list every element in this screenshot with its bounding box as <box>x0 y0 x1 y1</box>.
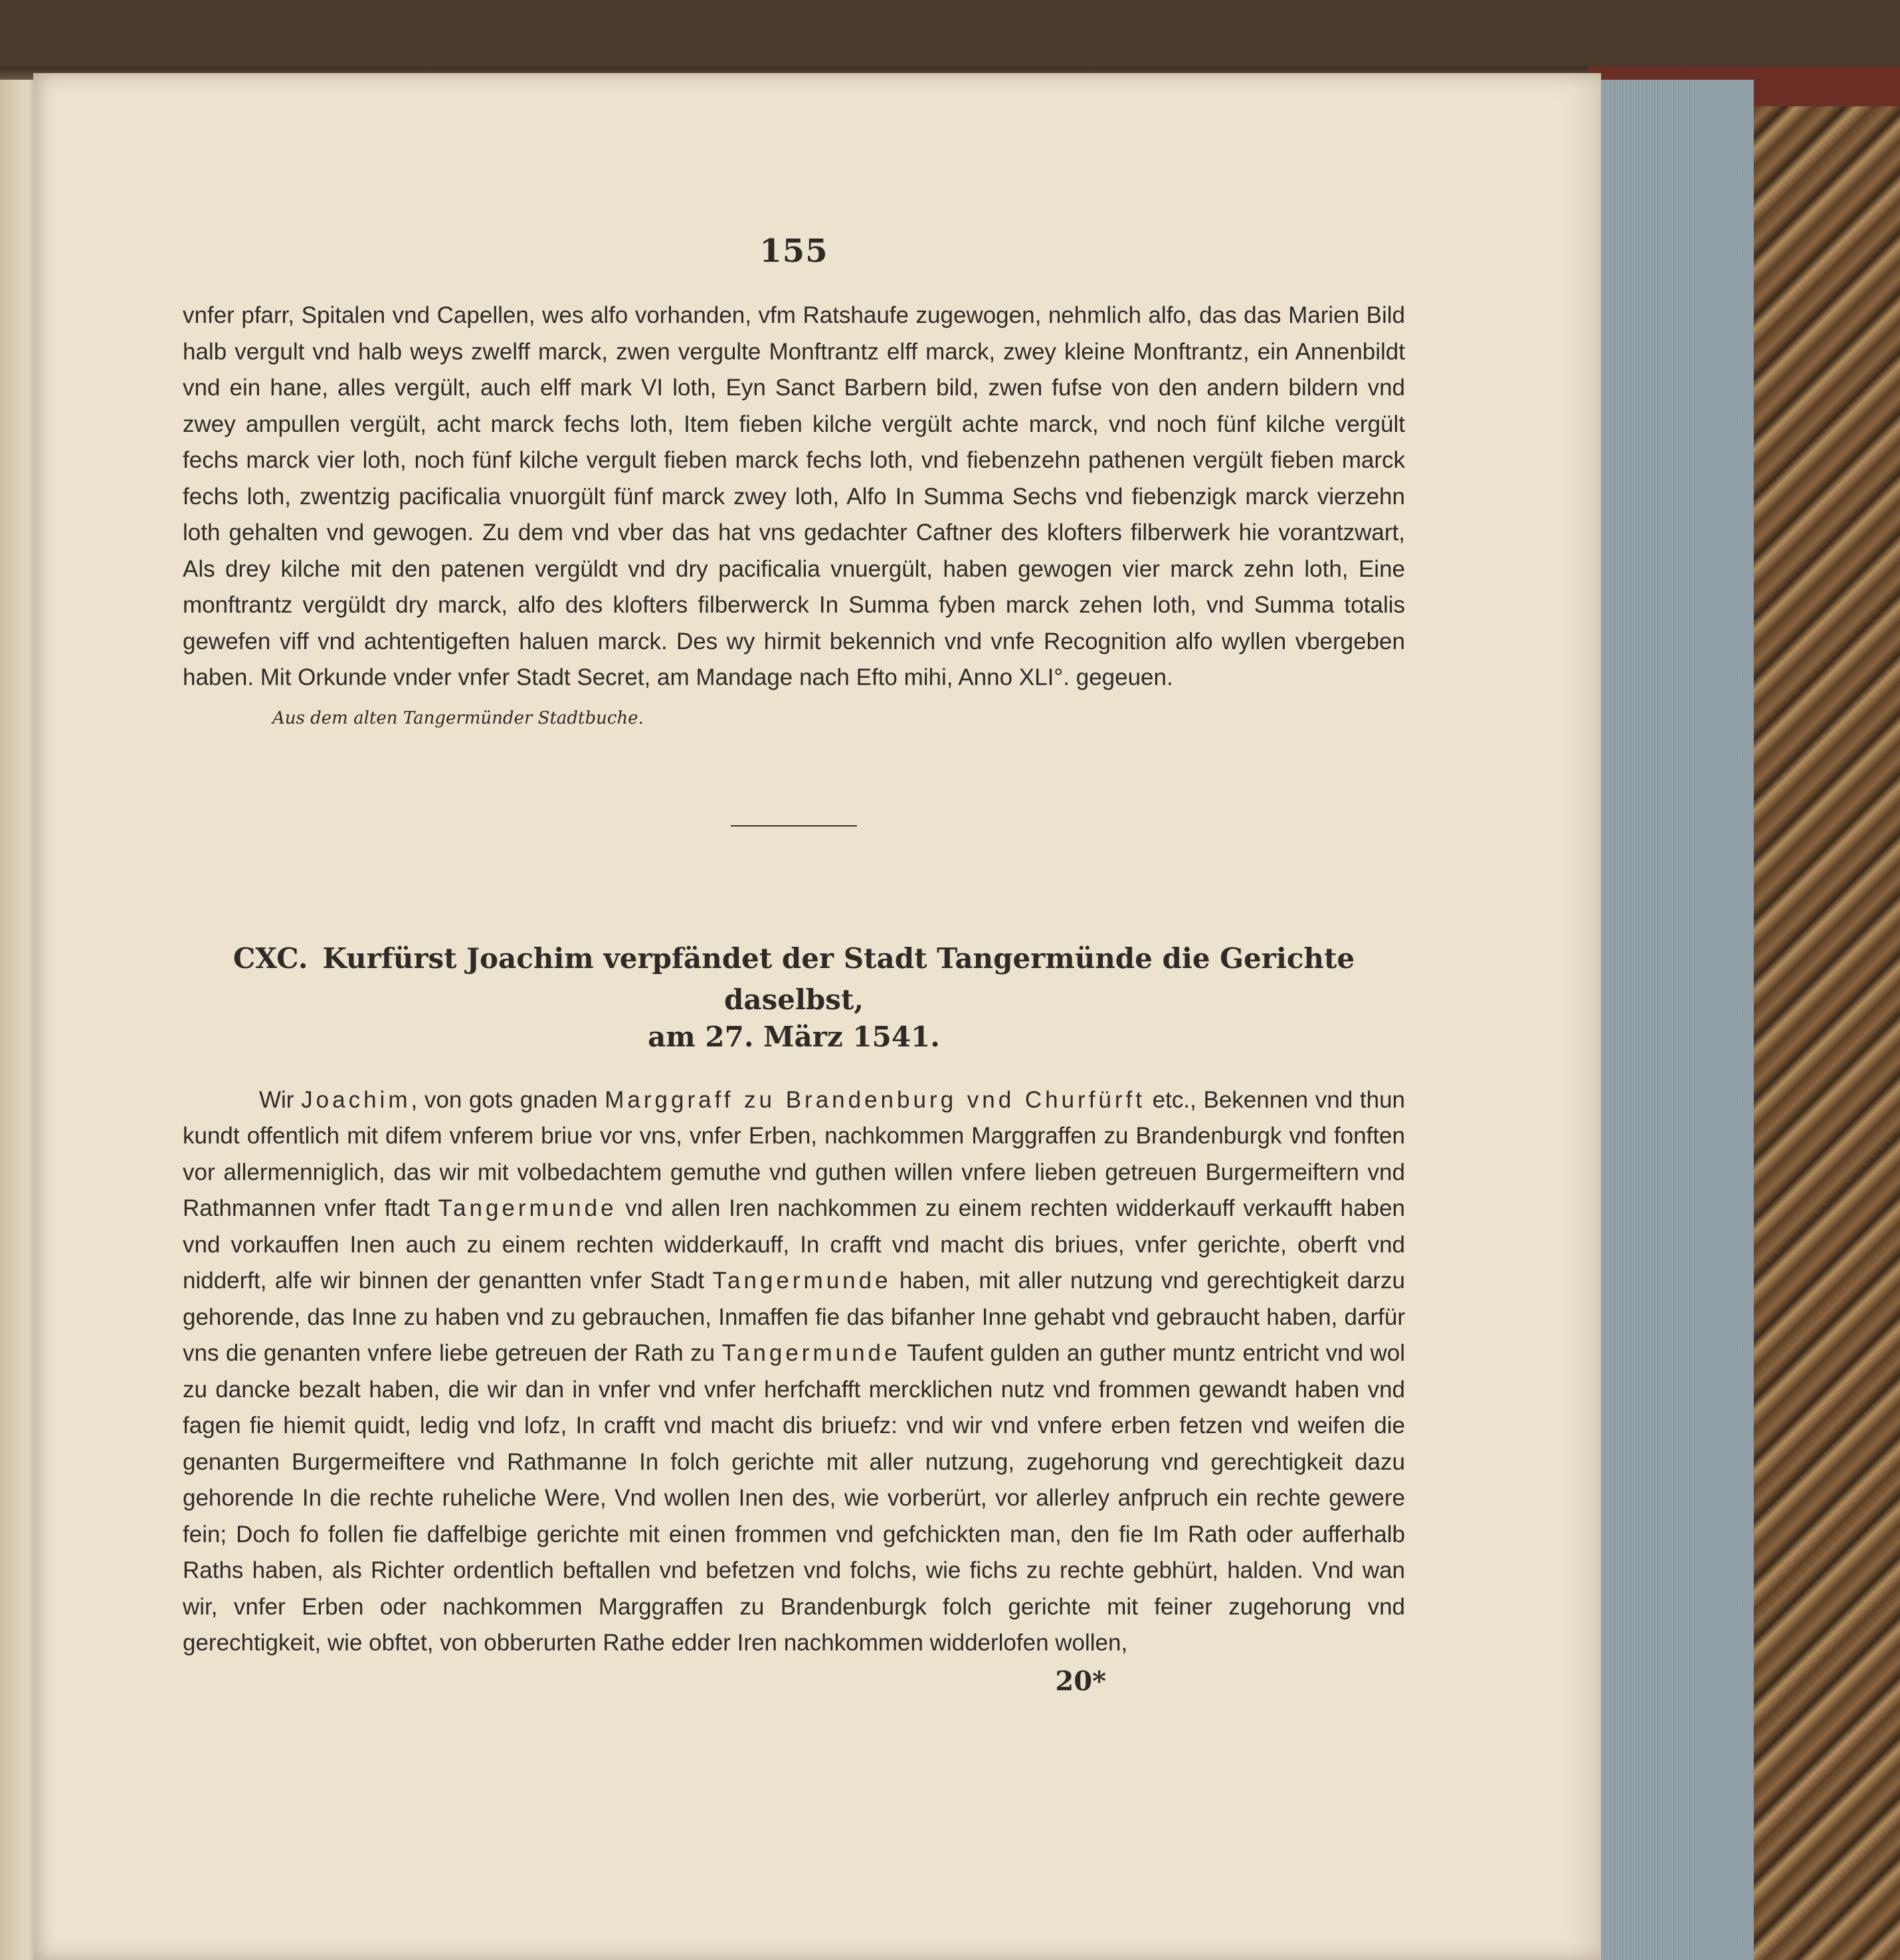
page-number: 155 <box>759 233 828 270</box>
marbled-endpaper <box>1754 106 1900 1960</box>
source-note: Aus dem alten Tangermünder Stadtbuche. <box>272 708 644 728</box>
document-heading <box>183 938 1405 1021</box>
title-name: Marggraff zu Brandenburg vnd Churfürft <box>605 1086 1145 1113</box>
signature-mark: 20* <box>1055 1665 1106 1697</box>
page-block-edge <box>1588 80 1754 1960</box>
page-content <box>183 233 1405 1697</box>
body-text-part: etc., Bekennen vnd thun kundt offentlich mit difem vnferem briue vor vns, vnfer Erben, nachkommen Marggraffen zu Brandenburgk vnd fonften vor allermenniglich, das wir mit volbedachtem gemuthe vnd guthen willen vnfere lieben getreuen Burgermeiftern vnd Rathmannen vnfer ftadt <box>183 1086 1405 1221</box>
body-text-part: haben, mit aller nutzung vnd gerechtigkeit darzu gehorende, das Inne zu haben vnd zu gebrauchen, Inmaffen fie das bifanher Inne gehabt vnd gebraucht haben, darfür vns die genanten vnfere liebe getreuen der Rath zu <box>183 1268 1405 1366</box>
book-page <box>33 73 1601 1960</box>
heading-text: Kurfürst Joachim verpfändet der Stadt Tangermünde die Gerichte daselbst, <box>322 941 1355 1016</box>
heading-number: CXC. <box>233 941 308 975</box>
body-text-part: vnd allen Iren nachkommen zu einem rechten widderkauff verkaufft haben vnd vorkauffen Inen auch zu einem rechten widderkauff, In crafft vnd macht dis briues, vnfer gerichte, oberft vnd nidderft, alfe wir binnen der genantten vnfer Stadt <box>183 1195 1405 1294</box>
heading-date: am 27. März 1541. <box>648 1020 940 1053</box>
body-paragraph <box>183 1082 1405 1662</box>
body-text-part: Taufent gulden an guther muntz entricht vnd wol zu dancke bezalt haben, die wir dan in vnfer vnd vnfer herfchafft mercklichen nutz vnd frommen gewandt haben vnd fagen fie hiemit quidt, ledig vnd lofz, In crafft vnd macht dis briuefz: vnd wir vnd vnfere erben fetzen vnd weifen die genanten Burgermeiftere vnd Rathmanne In folch gerichte mit aller nutzung, zugehorung vnd gerechtigkeit dazu gehorende In die rechte ruheliche Were, Vnd wollen Inen des, wie vorberürt, vor allerley anfpruch ein rechte gewere fein; Doch fo follen fie daffelbige gerichte mit einen frommen vnd gefchickten man, den fie Im Rath oder aufferhalb Raths haben, als Richter ordentlich beftallen vnd befetzen vnd folchs, wie fichs zu rechte gebhürt, halden. Vnd wan wir, vnfer Erben oder nachkommen Marggraffen zu Brandenburgk folch gerichte mit feiner zugehorung vnd gerechtigkeit, wie obftet, von obberurten Rathe edder Iren nachkommen widderlofen wollen, <box>183 1340 1405 1656</box>
place-name: Tangermunde <box>721 1340 901 1366</box>
place-name: Tangermunde <box>712 1268 892 1294</box>
person-name: Joachim <box>301 1086 411 1113</box>
section-divider <box>731 825 857 827</box>
place-name: Tangermunde <box>438 1195 617 1221</box>
top-paragraph: vnfer pfarr, Spitalen vnd Capellen, wes alfo vorhanden, vfm Ratshaufe zugewogen, nehmlich alfo, das das Marien Bild halb vergult vnd halb weys zwelff marck, zwen vergulte Monftrantz elff marck, zwey kleine Monftrantz, ein Annenbildt vnd ein hane, alles vergült, auch elff mark VI loth, Eyn Sanct Barbern bild, zwen fufse von den andern bildern vnd zwey ampullen vergült, acht marck fechs loth, Item fieben kilche vergült achte marck, vnd noch fünf kilche vergült fechs marck vier loth, noch fünf kilche vergult fieben marck fechs loth, vnd fiebenzehn pathenen vergült fieben marck fechs loth, zwentzig pacificalia vnuorgült fünf marck zwey loth, Alfo In Summa Sechs vnd fiebenzigk marck vierzehn loth gehalten vnd gewogen. Zu dem vnd vber das hat vns gedachter Caftner des klofters filberwerk hie vorantzwart, Als drey kilche mit den patenen vergüldt vnd dry pacificalia vnuergült, haben gewogen vier marck zehn loth, Eine monftrantz vergüldt dry marck, alfo des klofters filberwerck In Summa fyben marck zehen loth, vnd Summa totalis gewefen viff vnd achtentigeften haluen marck. Des wy hirmit bekennich vnd vnfe Recognition alfo wyllen vbergeben haben. Mit Orkunde vnder vnfer Stadt Secret, am Mandage nach Efto mihi, Anno XLI°. gegeuen. <box>183 302 1405 690</box>
body-text-part: , von gots gnaden <box>411 1086 605 1113</box>
body-text-part: Wir <box>259 1086 302 1113</box>
